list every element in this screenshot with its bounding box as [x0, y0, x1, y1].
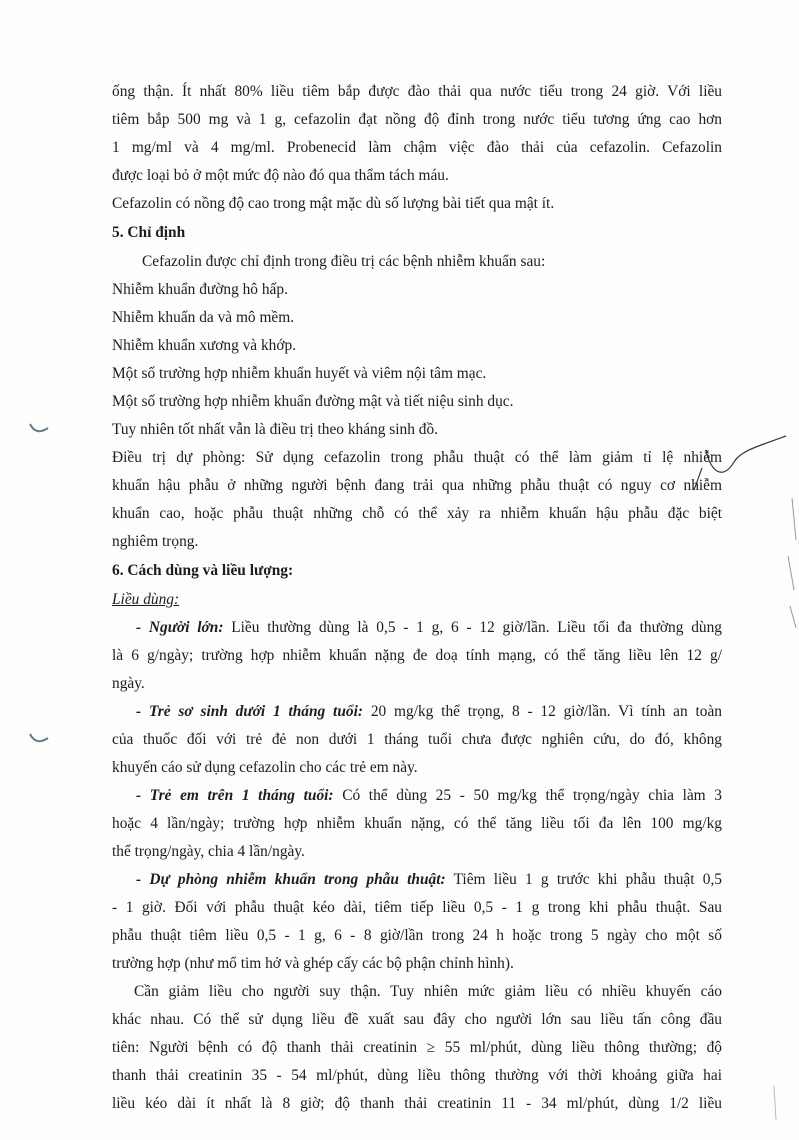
text-line: khuyến cáo sử dụng cefazolin cho các trẻ em này.	[112, 759, 418, 776]
text-line: Điều trị dự phòng: Sử dụng cefazolin trong phẫu thuật có thể làm giảm tỉ lệ nhiễm	[112, 449, 722, 466]
dosage-text: Liều thường dùng là 0,5 - 1 g, 6 - 12 giờ/lần. Liều tối đa thường dùng	[223, 619, 723, 636]
dosage-label: - Trẻ em trên 1 tháng tuổi:	[136, 787, 334, 804]
subheading-dosage: Liều dùng:	[112, 591, 180, 608]
list-item: Nhiễm khuẩn da và mô mềm.	[112, 309, 295, 326]
dosage-text: 20 mg/kg thể trọng, 8 - 12 giờ/lần. Vì tính an toàn	[363, 703, 722, 720]
list-item: Nhiễm khuẩn xương và khớp.	[112, 337, 297, 354]
section-lead: Cefazolin được chỉ định trong điều trị các bệnh nhiễm khuẩn sau:	[142, 253, 546, 270]
text-line: - 1 giờ. Đối với phẫu thuật kéo dài, tiêm tiếp liều 0,5 - 1 g trong khi phẫu thuật. Sau	[112, 899, 722, 916]
dosage-text: Có thể dùng 25 - 50 mg/kg thể trọng/ngày chia làm 3	[333, 787, 722, 804]
list-item: Một số trường hợp nhiễm khuẩn đường mật và tiết niệu sinh dục.	[112, 393, 514, 410]
edge-marks	[788, 498, 796, 628]
dosage-text: Tiêm liều 1 g trước khi phẫu thuật 0,5	[445, 871, 722, 888]
text-line: khác nhau. Có thể sử dụng liều đề xuất sau đây cho người lớn sau liều tấn công đầu	[112, 1011, 722, 1028]
text-line: khuẩn hậu phẫu ở những người bệnh đang trải qua những phẫu thuật có nguy cơ nhiễm	[112, 477, 722, 494]
text-line: thanh thải creatinin 35 - 54 ml/phút, dùng liều thông thường với thời khoảng giữa hai	[112, 1067, 722, 1084]
text-line: nghiêm trọng.	[112, 533, 199, 550]
text-line: hoặc 4 lần/ngày; trường hợp nhiễm khuẩn nặng, có thể tăng liều tối đa lên 100 mg/kg	[112, 815, 722, 832]
text-line: Cefazolin có nồng độ cao trong mật mặc dù số lượng bài tiết qua mật ít.	[112, 195, 555, 212]
section-heading-dosage: 6. Cách dùng và liều lượng:	[112, 562, 294, 579]
dosage-label: - Dự phòng nhiễm khuẩn trong phẫu thuật:	[136, 871, 446, 888]
punch-mark-lower	[30, 734, 48, 741]
list-item: Một số trường hợp nhiễm khuẩn huyết và viêm nội tâm mạc.	[112, 365, 487, 382]
text-line: trường hợp (như mổ tim hở và ghép cấy các bộ phận chỉnh hình).	[112, 955, 514, 972]
text-line: Cần giảm liều cho người suy thận. Tuy nhiên mức giảm liều có nhiều khuyến cáo	[134, 983, 722, 1000]
list-item: Tuy nhiên tốt nhất vẫn là điều trị theo kháng sinh đồ.	[112, 421, 439, 438]
dosage-surgical	[112, 866, 722, 894]
text-line: liều kéo dài ít nhất là 8 giờ; độ thanh thải creatinin 11 - 34 ml/phút, dùng 1/2 liều	[112, 1095, 722, 1112]
punch-mark-upper	[30, 424, 48, 431]
text-line: của thuốc đối với trẻ đẻ non dưới 1 tháng tuổi chưa được nghiên cứu, do đó, không	[112, 731, 722, 748]
text-line: được loại bỏ ở một mức độ nào đó qua thẩm tách máu.	[112, 167, 449, 184]
text-line: là 6 g/ngày; trường hợp nhiễm khuẩn nặng đe doạ tính mạng, có thể tăng liều lên 12 g/	[112, 647, 722, 664]
dosage-label: - Người lớn:	[136, 619, 224, 636]
text-line: tiêm bắp 500 mg và 1 g, cefazolin đạt nồng độ đỉnh trong nước tiểu tương ứng cao hơn	[112, 111, 722, 128]
dosage-neonate	[112, 698, 722, 726]
text-line: khuẩn cao, hoặc phẫu thuật những chỗ có thể xảy ra nhiễm khuẩn hậu phẫu đặc biệt	[112, 505, 722, 522]
text-line: 1 mg/ml và 4 mg/ml. Probenecid làm chậm việc đào thải của cefazolin. Cefazolin	[112, 139, 722, 156]
text-line: phẫu thuật tiêm liều 0,5 - 1 g, 6 - 8 giờ/lần trong 24 h hoặc trong 5 ngày cho một số	[112, 927, 722, 944]
dosage-label: - Trẻ sơ sinh dưới 1 tháng tuổi:	[136, 703, 363, 720]
text-line: thể trọng/ngày, chia 4 lần/ngày.	[112, 843, 305, 860]
dosage-child	[112, 782, 722, 810]
list-item: Nhiễm khuẩn đường hô hấp.	[112, 281, 288, 298]
document-body	[112, 78, 722, 1118]
text-line: tiên: Người bệnh có độ thanh thải creatinin ≥ 55 ml/phút, dùng liều thông thường; độ	[112, 1039, 722, 1056]
dosage-adult	[112, 614, 722, 642]
text-line: ống thận. Ít nhất 80% liều tiêm bắp được đào thải qua nước tiểu trong 24 giờ. Với liều	[112, 83, 722, 100]
text-line: ngày.	[112, 675, 145, 692]
section-heading-indications: 5. Chỉ định	[112, 224, 186, 241]
